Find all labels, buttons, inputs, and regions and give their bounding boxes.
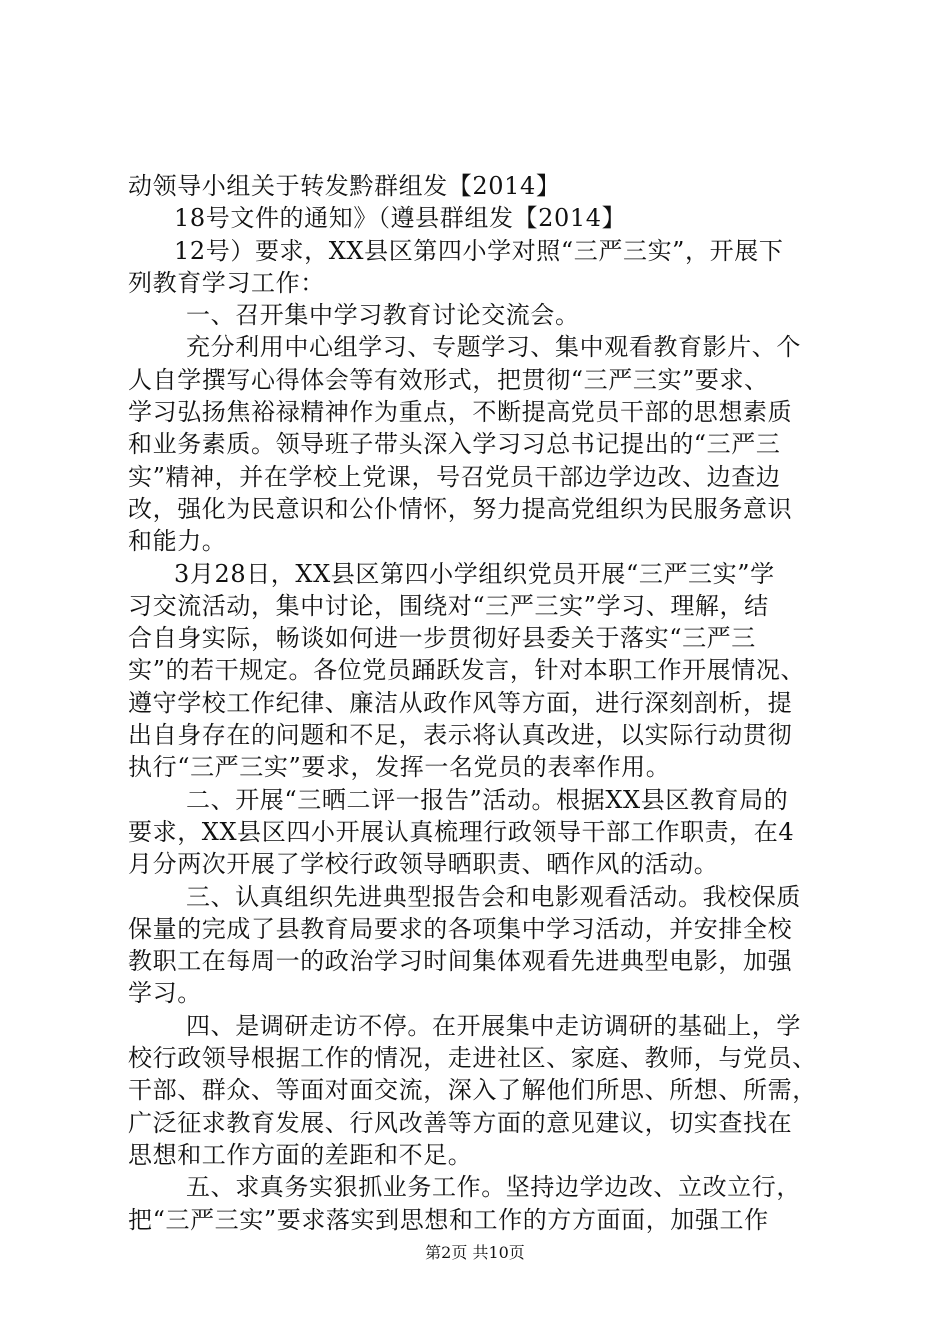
text-line: 动领导小组关于转发黔群组发【2014】 [128,172,561,200]
text-line: 执行“三严三实”要求，发挥一名党员的表率作用。 [128,753,671,782]
text-line: 3月28日，XX县区第四小学组织党员开展“三严三实”学 [174,559,775,588]
text-line: 校行政领导根据工作的情况，走进社区、家庭、教师，与党员、 [128,1044,817,1073]
text-line: 学习。 [128,979,202,1008]
text-line: 人自学撰写心得体会等有效形式，把贯彻“三严三实”要求、 [128,365,769,394]
text-line: 一、召开集中学习教育讨论交流会。 [186,301,580,330]
page-footer [0,1243,950,1263]
text-line: 广泛征求教育发展、行风改善等方面的意见建议，切实查找在 [128,1108,793,1137]
text-line: 把“三严三实”要求落实到思想和工作的方方面面，加强工作 [128,1205,769,1234]
text-line: 18号文件的通知》（遵县群组发【2014】 [174,204,627,233]
text-line: 实”精神，并在学校上党课，号召党员干部边学边改、边查边 [128,462,781,491]
text-line: 四、是调研走访不停。在开展集中走访调研的基础上，学 [186,1011,801,1040]
text-line: 五、求真务实狠抓业务工作。坚持边学边改、立改立行， [186,1173,801,1202]
page-number-label: 第2页 共10页 [425,1243,525,1262]
text-line: 和能力。 [128,527,227,556]
text-line: 思想和工作方面的差距和不足。 [128,1140,473,1169]
text-line: 遵守学校工作纪律、廉洁从政作风等方面，进行深刻剖析，提 [128,688,793,717]
text-line: 和业务素质。领导班子带头深入学习习总书记提出的“三严三 [128,430,781,459]
text-line: 改，强化为民意识和公仆情怀，努力提高党组织为民服务意识 [128,494,793,523]
text-line: 习交流活动，集中讨论，围绕对“三严三实”学习、理解，结 [128,591,769,620]
text-line: 列教育学习工作： [128,268,325,297]
text-line: 12号）要求，XX县区第四小学对照“三严三实”，开展下 [174,236,784,265]
text-line: 教职工在每周一的政治学习时间集体观看先进典型电影，加强 [128,947,793,976]
text-line: 合自身实际，畅谈如何进一步贯彻好县委关于落实“三严三 [128,624,756,653]
document-body [128,170,828,1236]
text-line: 三、认真组织先进典型报告会和电影观看活动。我校保质 [186,882,801,911]
text-line: 充分利用中心组学习、专题学习、集中观看教育影片、个 [186,333,801,362]
text-line: 实”的若干规定。各位党员踊跃发言，针对本职工作开展情况、 [128,656,806,685]
text-line: 保量的完成了县教育局要求的各项集中学习活动，并安排全校 [128,914,793,943]
text-line: 出自身存在的问题和不足，表示将认真改进，以实际行动贯彻 [128,721,793,750]
text-line: 月分两次开展了学校行政领导晒职责、晒作风的活动。 [128,850,719,879]
text-line: 二、开展“三晒二评一报告”活动。根据XX县区教育局的 [186,785,789,814]
text-line: 要求，XX县区四小开展认真梳理行政领导干部工作职责，在4 [128,817,795,846]
text-line: 学习弘扬焦裕禄精神作为重点，不断提高党员干部的思想素质 [128,398,793,427]
text-line: 干部、群众、等面对面交流，深入了解他们所思、所想、所需， [128,1076,817,1105]
